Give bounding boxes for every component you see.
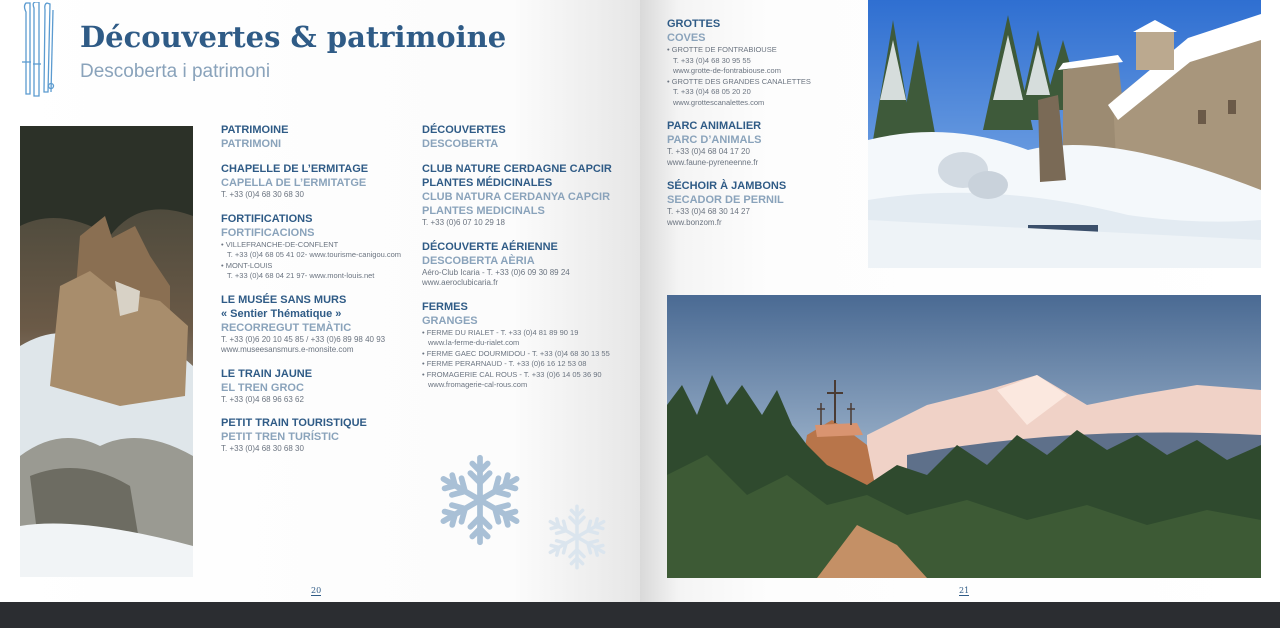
entry-title-ca: PETIT TREN TURÍSTIC [221, 431, 339, 443]
page-subtitle: Descoberta i patrimoni [80, 61, 271, 82]
skis-icon [20, 2, 56, 98]
entry-title-ca: RECORREGUT TEMÀTIC [221, 321, 352, 334]
snowflake-icon [432, 452, 528, 548]
entry-phone: T. +33 (0)4 68 30 14 27 [667, 207, 750, 216]
entry-phone: T. +33 (0)6 07 10 29 18 [422, 218, 505, 227]
page-number: 21 [959, 586, 970, 595]
entry-phone: T. +33 (0)4 68 04 17 20 [667, 147, 750, 156]
entry-phone: T. +33 (0)4 68 30 68 30 [221, 190, 304, 199]
entry-title-line2: « Sentier Thématique » [221, 307, 342, 320]
entry-phone: Aéro-Club Icaria - T. +33 (0)6 09 30 89 24 [422, 267, 570, 277]
snowflake-icon [540, 502, 614, 572]
list-item: • FERME GAEC DOURMIDOU - T. +33 (0)4 68 30 13 55 [422, 348, 610, 358]
entry-title-ca: COVES [667, 32, 706, 44]
entry-website: www.faune-pyreneenne.fr [667, 157, 759, 167]
page-number: 20 [311, 586, 322, 595]
entry-phone: T. +33 (0)4 68 30 68 30 [221, 444, 304, 453]
list-item: • FERME DU RIALET - T. +33 (0)4 81 89 90 19 [422, 327, 579, 337]
section-heading: PATRIMOINE [221, 124, 289, 136]
section-heading: DÉCOUVERTES [422, 124, 506, 136]
entry-title: PARC ANIMALIER [667, 120, 762, 132]
wolves-photo [20, 126, 193, 577]
viewer-bottom-bar [0, 602, 1280, 628]
section-heading-ca: DESCOBERTA [422, 138, 499, 150]
entry-title: GROTTES [667, 18, 721, 30]
entry-phone: T. +33 (0)4 68 96 63 62 [221, 394, 304, 404]
entry-title: PETIT TRAIN TOURISTIQUE [221, 417, 367, 429]
mountain-sunset-photo [667, 295, 1261, 578]
list-item: • FERME PERARNAUD - T. +33 (0)6 16 12 53 08 [422, 359, 587, 368]
entry-title: SÉCHOIR À JAMBONS [667, 180, 787, 192]
list-item: • MONT-LOUIS [221, 260, 273, 270]
list-item: • GROTTE DE FONTRABIOUSE [667, 45, 777, 54]
entry-website: www.museesansmurs.e-monsite.com [221, 345, 354, 354]
entry-title: CLUB NATURE CERDAGNE CAPCIR [422, 163, 612, 175]
entry-title: LE MUSÉE SANS MURS [221, 293, 347, 306]
entry-title-ca: PARC D’ANIMALS [667, 134, 762, 146]
entry-website: www.aeroclubicaria.fr [422, 278, 499, 287]
discoveries-column [422, 123, 622, 402]
list-item: • GROTTE DES GRANDES CANALETTES [667, 76, 811, 86]
entry-title: DÉCOUVERTE AÉRIENNE [422, 240, 558, 253]
list-item-info: www.grotte-de-fontrabiouse.com [673, 66, 781, 75]
list-item-info: www.la-ferme-du-rialet.com [428, 338, 520, 347]
caves-column [667, 17, 857, 239]
entry-title-ca: DESCOBERTA AÈRIA [422, 254, 535, 267]
entry-phone: T. +33 (0)6 20 10 45 85 / +33 (0)6 89 98 40 93 [221, 334, 386, 344]
entry-title-ca: SECADOR DE PERNIL [667, 194, 784, 206]
entry-title: FERMES [422, 300, 468, 313]
entry-title: CHAPELLE DE L’ERMITAGE [221, 163, 369, 175]
entry-title-ca: CLUB NATURA CERDANYA CAPCIR [422, 191, 611, 203]
entry-title-ca: EL TREN GROC [221, 381, 304, 394]
section-heading-ca: PATRIMONI [221, 138, 282, 150]
list-item-info: www.grottescanalettes.com [673, 97, 765, 107]
heritage-column [221, 123, 421, 466]
list-item-info: T. +33 (0)4 68 04 21 97- www.mont-louis.net [227, 271, 375, 280]
left-page [0, 0, 640, 602]
list-item: • FROMAGERIE CAL ROUS - T. +33 (0)6 14 05 36 90 [422, 369, 602, 379]
entry-title-ca: CAPELLA DE L’ERMITATGE [221, 177, 367, 189]
entry-title-line2: PLANTES MÉDICINALES [422, 177, 553, 189]
entry-title: FORTIFICATIONS [221, 212, 313, 225]
entry-website: www.bonzom.fr [667, 217, 722, 227]
entry-title: LE TRAIN JAUNE [221, 367, 313, 380]
list-item-info: T. +33 (0)4 68 30 95 55 [673, 55, 751, 65]
page-title: Découvertes & patrimoine [80, 20, 507, 54]
list-item-info: T. +33 (0)4 68 05 20 20 [673, 87, 751, 96]
entry-title-ca-line2: PLANTES MEDICINALS [422, 205, 545, 217]
entry-title-ca: FORTIFICACIONS [221, 226, 315, 239]
entry-title-ca: GRANGES [422, 314, 478, 327]
list-item: • VILLEFRANCHE-DE-CONFLENT [221, 239, 339, 249]
right-page [640, 0, 1280, 602]
list-item-info: www.fromagerie-cal-rous.com [428, 380, 528, 389]
snowy-chapel-photo [868, 0, 1261, 268]
list-item-info: T. +33 (0)4 68 05 41 02- www.tourisme-canigou.com [227, 250, 402, 259]
